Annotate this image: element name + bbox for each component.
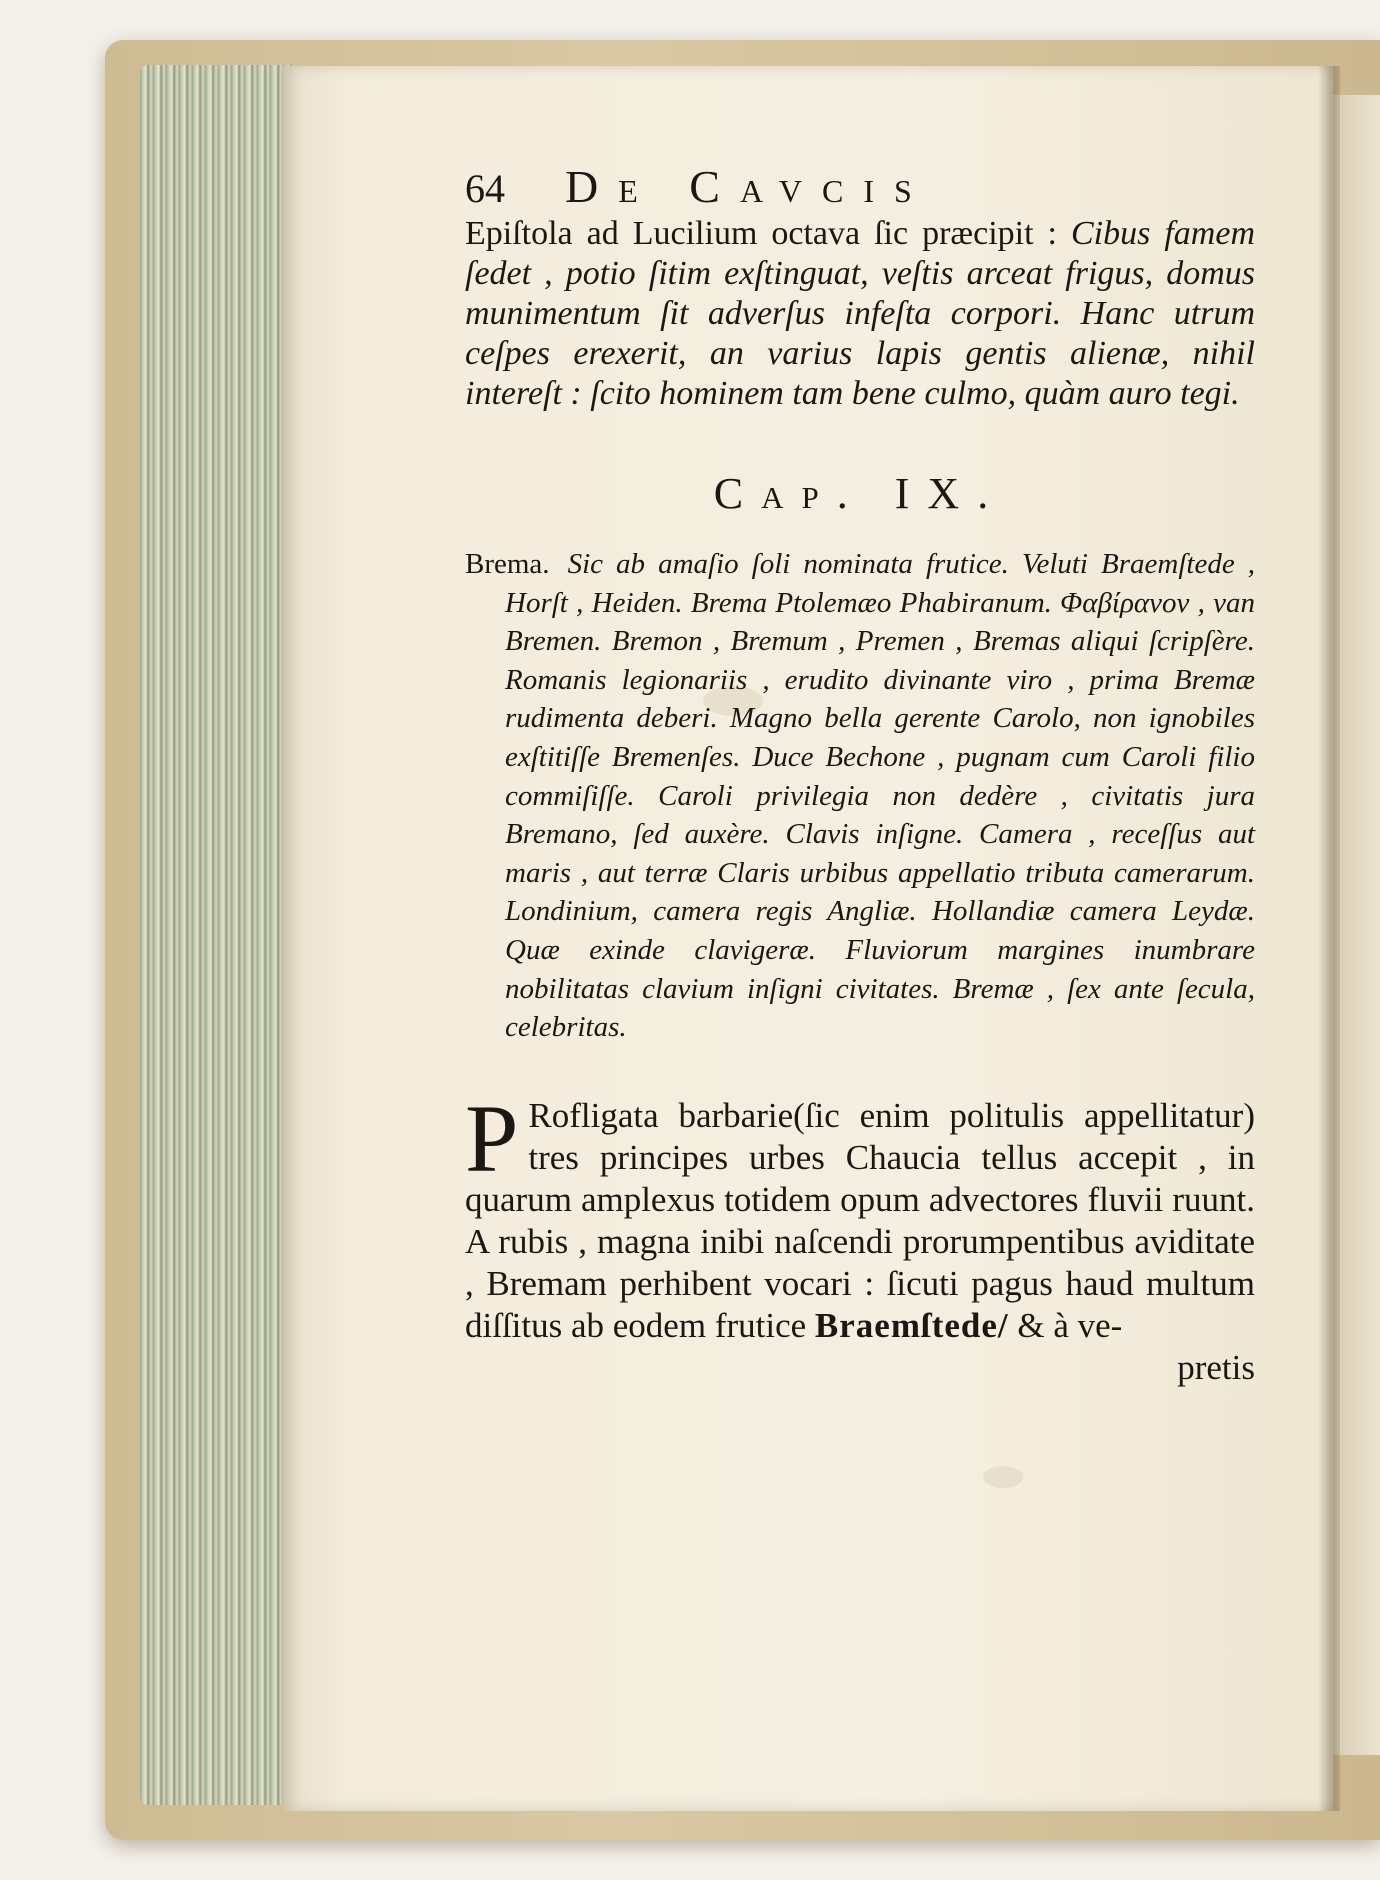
running-head [465,160,1255,214]
summary-text: Sic ab amaſio ſoli nominata frutice. Veluti Braemſtede , Horſt , Heiden. Brema Ptolemæo Phabiranum. Φαβίρανον , van Bremen. Bremon , Bremum , Premen , Bremas aliqui ſcripſère. Romanis legionariis , erudito divinante viro , prima Bremæ rudimenta deberi. Magno bella gerente Carolo, non ignobiles exſtitiſſe Bremenſes. Duce Bechone , pugnam cum Caroli filio commiſiſſe. Caroli privilegia non dedère , civitatis jura Bremano, ſed auxère. Clavis inſigne. Camera , receſſus aut maris , aut terræ Claris urbibus appellatio tributa camerarum. Londinium, camera regis Angliæ. Hollandiæ camera Leydæ. Quæ exinde clavigeræ. Fluviorum margines inumbrare nobilitatas clavium inſigni civitates. Bremæ , ſex ante ſecula, celebritas. [505,548,1255,1044]
drop-cap: P [465,1084,519,1192]
intro-roman: Epiſtola ad Lucilium octava ſic præcipit : [465,215,1071,252]
body-text-before: Rofligata barbarie(ſic enim politulis appellitatur) tres principes urbes Chaucia tellus accepit , in quarum amplexus totidem opum advectores fluvii ruunt. A rubis , magna inibi naſcendi prorumpentibus aviditate , Bremam perhibent vocari : ſicuti pagus haud multum diſſitus ab eodem frutice [465,1095,1255,1345]
page-edges [140,65,295,1805]
summary-lead: Brema. [465,548,550,580]
intro-italic: Cibus famem ſedet , potio ſitim exſtinguat, veſtis arceat frigus, domus munimentum ſit adverſus infeſta corpori. Hanc utrum ceſpes erexerit, an varius lapis gentis alienæ, nihil intereſt : ſcito hominem tam bene culmo, quàm auro tegi. [465,215,1256,412]
body-paragraph [465,1084,1255,1389]
text-block [465,160,1255,1389]
body-last-line: pretis [1177,1347,1255,1387]
chapter-summary [465,545,1255,1047]
facing-page [1333,95,1380,1755]
gutter-shadow [1318,66,1340,1811]
foxing-spot [983,1466,1023,1488]
body-text-after: & à ve- [1008,1305,1123,1345]
blackletter-word: Braemſtede/ [814,1305,1009,1345]
page-number: 64 [465,166,505,211]
running-title: De Cavcis [565,161,932,212]
intro-paragraph [465,214,1255,414]
chapter-heading: Cap. IX. [713,469,1007,518]
